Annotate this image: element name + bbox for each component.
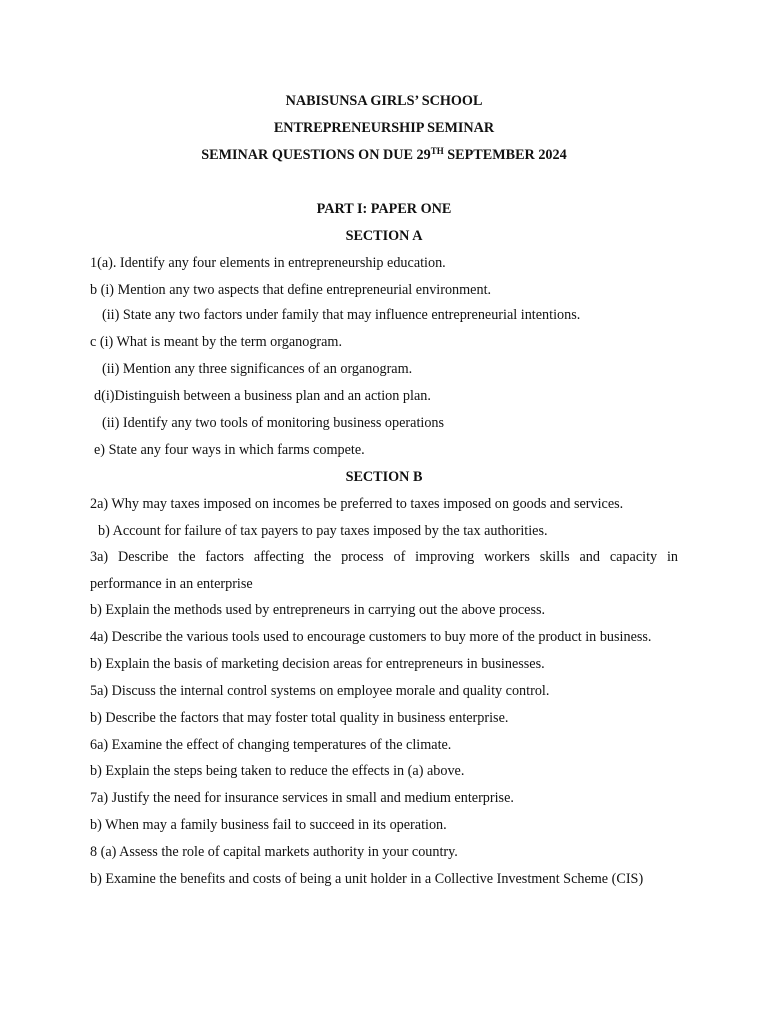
question-1d-ii: (ii) Identify any two tools of monitoring business operations (102, 415, 445, 431)
question-3a-line-1: 3a) Describe the factors affecting the process of improving workers skills and capacity in (90, 549, 678, 565)
school-name: NABISUNSA GIRLS’ SCHOOL (285, 93, 483, 109)
question-4a: 4a) Describe the various tools used to encourage customers to buy more of the product in business. (90, 629, 652, 645)
due-date-suffix: SEPTEMBER 2024 (443, 147, 567, 163)
seminar-title: ENTREPRENEURSHIP SEMINAR (273, 120, 495, 136)
question-8a: 8 (a) Assess the role of capital markets authority in your country. (90, 844, 458, 860)
question-6a: 6a) Examine the effect of changing temperatures of the climate. (90, 737, 452, 753)
question-7a: 7a) Justify the need for insurance services in small and medium enterprise. (90, 790, 514, 806)
question-1c-i: c (i) What is meant by the term organogram. (90, 334, 343, 350)
question-1c-ii: (ii) Mention any three significances of an organogram. (102, 361, 413, 377)
due-date-prefix: SEMINAR QUESTIONS ON DUE 29 (201, 147, 431, 163)
question-4b: b) Explain the basis of marketing decision areas for entrepreneurs in businesses. (90, 656, 545, 672)
question-3a-line-2: performance in an enterprise (90, 576, 253, 592)
question-5b: b) Describe the factors that may foster total quality in business enterprise. (90, 710, 509, 726)
question-1d-i: d(i)Distinguish between a business plan and an action plan. (94, 388, 431, 404)
section-b-title: SECTION B (345, 469, 423, 485)
question-7b: b) When may a family business fail to succeed in its operation. (90, 817, 447, 833)
question-2b: b) Account for failure of tax payers to pay taxes imposed by the tax authorities. (98, 523, 548, 539)
question-2a: 2a) Why may taxes imposed on incomes be preferred to taxes imposed on goods and services. (90, 496, 624, 512)
part-title: PART I: PAPER ONE (316, 201, 452, 217)
question-5a: 5a) Discuss the internal control systems on employee morale and quality control. (90, 683, 550, 699)
question-1e: e) State any four ways in which farms compete. (94, 442, 365, 458)
question-8b: b) Examine the benefits and costs of being a unit holder in a Collective Investment Scheme (CIS) (90, 871, 644, 887)
due-date-heading (0, 146, 768, 164)
due-date-superscript: TH (430, 146, 444, 156)
question-1b-i: b (i) Mention any two aspects that define entrepreneurial environment. (90, 282, 492, 298)
question-1b-ii: (ii) State any two factors under family that may influence entrepreneurial intentions. (102, 307, 581, 323)
question-6b: b) Explain the steps being taken to reduce the effects in (a) above. (90, 763, 465, 779)
section-a-title: SECTION A (345, 228, 423, 244)
question-1a: 1(a). Identify any four elements in entrepreneurship education. (90, 255, 446, 271)
question-3b: b) Explain the methods used by entrepreneurs in carrying out the above process. (90, 602, 546, 618)
